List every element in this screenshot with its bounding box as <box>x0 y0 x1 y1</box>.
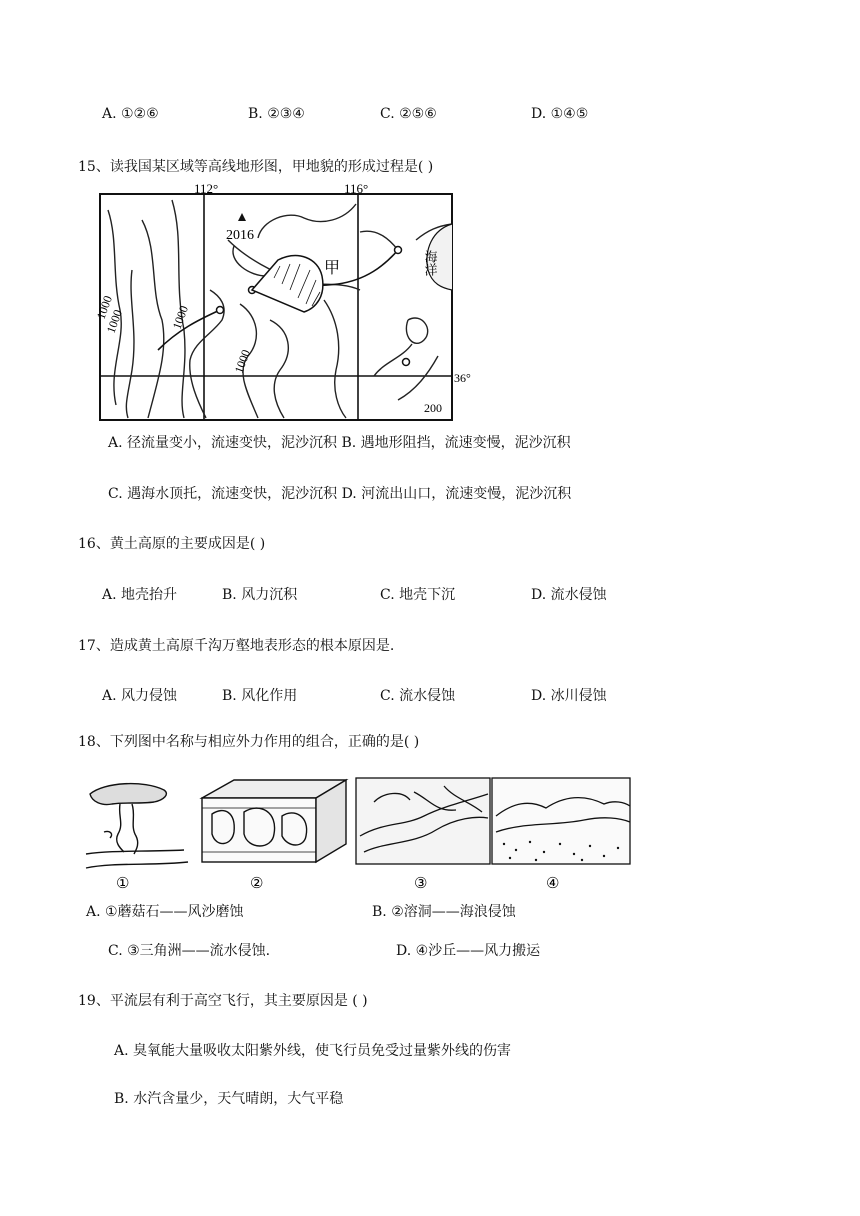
contour-label: 200 <box>424 401 442 415</box>
lat-label-36: 36° <box>454 371 471 385</box>
q18-option-b: B. ②溶洞——海浪侵蚀 <box>372 904 516 920</box>
q17-option-c: C. 流水侵蚀 <box>380 688 456 704</box>
q16-option-d: D. 流水侵蚀 <box>531 587 607 603</box>
sea-label: 海洋 <box>422 250 438 276</box>
peak-elevation: 2016 <box>226 228 254 243</box>
karst-cave-figure <box>202 780 346 862</box>
q14-option-c: C. ②⑤⑥ <box>380 106 437 122</box>
q18-stem: 18、下列图中名称与相应外力作用的组合，正确的是( ) <box>78 734 420 750</box>
q14-option-b: B. ②③④ <box>248 106 305 122</box>
delta-figure <box>356 778 490 864</box>
q14-option-d: D. ①④⑤ <box>531 106 589 122</box>
q14-option-a: A. ①②⑥ <box>102 106 159 122</box>
q16-option-a: A. 地壳抬升 <box>102 587 178 603</box>
q17-option-b: B. 风化作用 <box>222 688 298 704</box>
figure-label-3: ③ <box>414 876 428 892</box>
q18-option-d: D. ④沙丘——风力搬运 <box>396 943 541 959</box>
q19-option-b: B. 水汽含量少，天气晴朗，大气平稳 <box>114 1091 344 1107</box>
landform-figures <box>84 772 638 894</box>
q15-options-line-1: A. 径流量变小，流速变快，泥沙沉积 B. 遇地形阻挡，流速变慢，泥沙沉积 <box>108 435 571 451</box>
q18-option-a: A. ①蘑菇石——风沙磨蚀 <box>86 904 244 920</box>
q17-option-d: D. 冰川侵蚀 <box>531 688 607 704</box>
alluvial-fan-area <box>252 256 323 312</box>
mushroom-rock-figure <box>86 784 188 868</box>
contour-label: 1000 <box>93 293 116 322</box>
q19-option-a: A. 臭氧能大量吸收太阳紫外线，使飞行员免受过量紫外线的伤害 <box>114 1043 512 1059</box>
sand-dune-figure <box>492 778 630 864</box>
q16-option-c: C. 地壳下沉 <box>380 587 456 603</box>
contour-label: 1000 <box>231 347 254 376</box>
q15-stem: 15、读我国某区域等高线地形图，甲地貌的形成过程是( ) <box>78 159 434 175</box>
q18-option-c: C. ③三角洲——流水侵蚀. <box>108 943 271 959</box>
peak-marker-icon <box>238 213 246 221</box>
town-marker-icon <box>217 307 224 314</box>
q19-stem: 19、平流层有利于高空飞行，其主要原因是 ( ) <box>78 993 368 1009</box>
q16-option-b: B. 风力沉积 <box>222 587 298 603</box>
figure-label-2: ② <box>250 876 264 892</box>
q17-stem: 17、造成黄土高原千沟万壑地表形态的根本原因是. <box>78 638 395 654</box>
contour-label: 1000 <box>103 307 126 336</box>
q15-options-line-2: C. 遇海水顶托，流速变快，泥沙沉积 D. 河流出山口，流速变慢，泥沙沉积 <box>108 486 572 502</box>
q17-option-a: A. 风力侵蚀 <box>102 688 178 704</box>
lon-label-112: 112° <box>194 181 219 196</box>
town-marker-icon <box>403 359 410 366</box>
town-marker-icon <box>395 247 402 254</box>
figure-label-1: ① <box>116 876 130 892</box>
contour-map <box>93 180 478 422</box>
lon-label-116: 116° <box>344 181 369 196</box>
place-label-jia: 甲 <box>324 260 341 277</box>
figure-label-4: ④ <box>546 876 560 892</box>
contour-label: 1000 <box>169 303 192 332</box>
q16-stem: 16、黄土高原的主要成因是( ) <box>78 536 266 552</box>
